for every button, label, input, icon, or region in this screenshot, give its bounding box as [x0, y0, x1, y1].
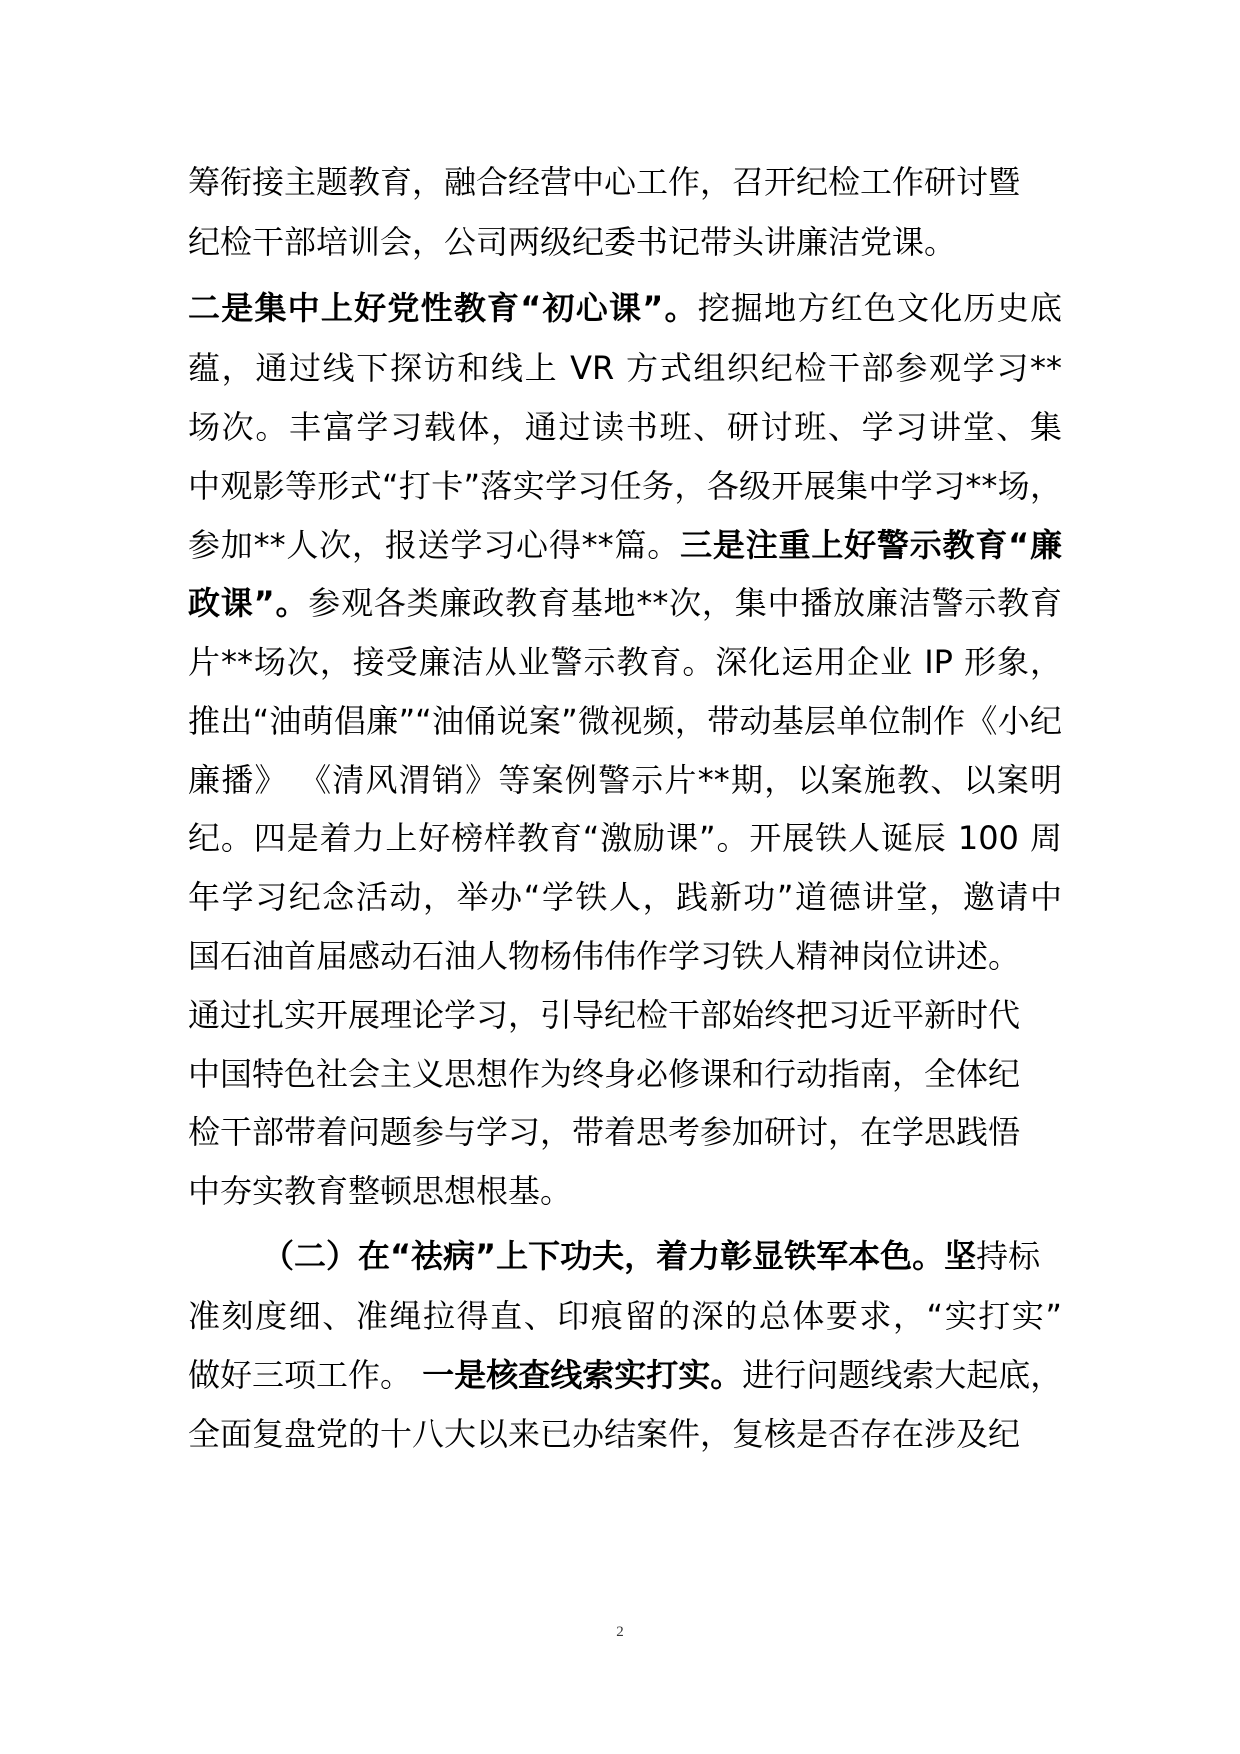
text-line: 通过扎实开展理论学习，引导纪检干部始终把习近平新时代 [188, 996, 1021, 1034]
text-line: 检干部带着问题参与学习，带着思考参加研讨，在学思践悟 [188, 1113, 1021, 1151]
text-line: 片**场次，接受廉洁从业警示教育。深化运用企业 IP 形象， [188, 643, 1062, 681]
text-line: 年学习纪念活动，举办“学铁人，践新功”道德讲堂，邀请中 [188, 878, 1062, 916]
text-line: 廉播》 《清风渭销》等案例警示片**期，以案施教、以案明 [188, 761, 1062, 799]
text-line: 准刻度细、准绳拉得直、印痕留的深的总体要求，“实打实” [188, 1297, 1062, 1335]
text-line: 推出“油萌倡廉”“油俑说案”微视频，带动基层单位制作《小纪 [188, 702, 1062, 740]
text-line: 纪检干部培训会，公司两级纪委书记带头讲廉洁党课。 [188, 223, 957, 261]
text-line: 场次。丰富学习载体，通过读书班、研讨班、学习讲堂、集 [188, 408, 1062, 446]
text-line: 全面复盘党的十八大以来已办结案件，复核是否存在涉及纪 [188, 1415, 1021, 1453]
text-line: 二是集中上好党性教育“初心课”。挖掘地方红色文化历史底 [188, 289, 1062, 327]
text-line: 中国特色社会主义思想作为终身必修课和行动指南，全体纪 [188, 1055, 1021, 1093]
text-line: 做好三项工作。 一是核查线索实打实。进行问题线索大起底， [188, 1356, 1063, 1394]
text-line: 中夯实教育整顿思想根基。 [188, 1172, 573, 1210]
section-heading-line: （二）在“祛病”上下功夫，着力彰显铁军本色。坚持标 [262, 1237, 1041, 1275]
text-line: 中观影等形式“打卡”落实学习任务，各级开展集中学习**场， [188, 467, 1062, 505]
text-line: 蕴，通过线下探访和线上 VR 方式组织纪检干部参观学习** [188, 349, 1062, 387]
page-number: 2 [616, 1624, 624, 1640]
text-line: 纪。四是着力上好榜样教育“激励课”。开展铁人诞辰 100 周 [188, 819, 1062, 857]
text-line: 政课”。参观各类廉政教育基地**次，集中播放廉洁警示教育 [188, 584, 1062, 622]
text-line: 筹衔接主题教育，融合经营中心工作，召开纪检工作研讨暨 [188, 163, 1021, 201]
text-line: 国石油首届感动石油人物杨伟伟作学习铁人精神岗位讲述。 [188, 937, 1021, 975]
text-line: 参加**人次，报送学习心得**篇。三是注重上好警示教育“廉 [188, 526, 1062, 564]
